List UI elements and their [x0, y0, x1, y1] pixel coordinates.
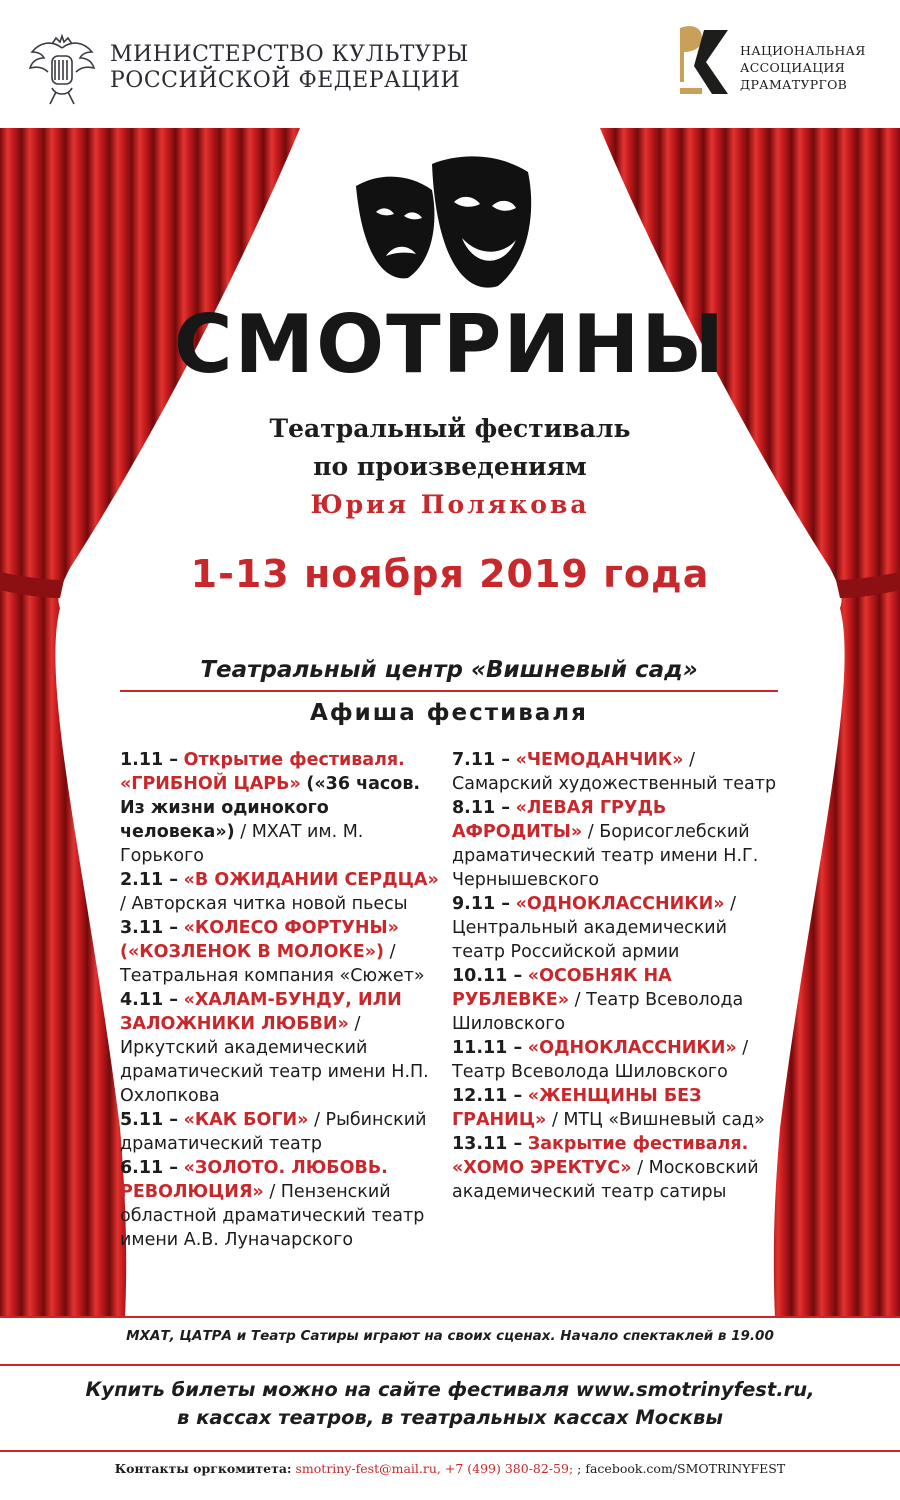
event-date: 11.11 – [452, 1038, 523, 1058]
performance-note: МХАТ, ЦАТРА и Театр Сатиры играют на своих сценах. Начало спектаклей в 19.00 [126, 1328, 774, 1344]
event-date: 10.11 – [452, 966, 523, 986]
ticket-info [0, 1376, 900, 1432]
event-date: 1.11 – [120, 750, 179, 770]
ticket-info-line-2: в кассах театров, в театральных кассах Москвы [177, 1406, 723, 1429]
association-name [740, 42, 866, 93]
event-theatre: / Рыбинский драматический театр [120, 1110, 427, 1154]
contacts-label: Контакты оргкомитета: [114, 1461, 292, 1476]
footer-divider [0, 1364, 900, 1366]
schedule-item [452, 964, 782, 1036]
ministry-emblem-icon [22, 30, 102, 110]
event-date: 2.11 – [120, 870, 179, 890]
contacts-email-phone[interactable]: smotriny-fest@mail.ru, +7 (499) 380-82-59; [295, 1461, 574, 1476]
footer-divider [0, 1450, 900, 1452]
organizer-contacts [0, 1461, 900, 1476]
event-date: 7.11 – [452, 750, 511, 770]
schedule-left-column [120, 748, 442, 1252]
ticket-info-line-1: Купить билеты можно на сайте фестиваля www.smotrinyfest.ru, [85, 1378, 815, 1401]
event-date: 8.11 – [452, 798, 511, 818]
ministry-line-1: МИНИСТЕРСТВО КУЛЬТУРЫ [110, 42, 469, 67]
schedule-item [452, 796, 782, 892]
event-title: «ЖЕНЩИНЫ БЕЗ ГРАНИЦ» [452, 1086, 702, 1130]
event-date: 9.11 – [452, 894, 511, 914]
festival-subtitle [170, 410, 730, 524]
event-date: 12.11 – [452, 1086, 523, 1106]
event-theatre: / МХАТ им. М. Горького [120, 822, 364, 866]
event-title: «КОЛЕСО ФОРТУНЫ» («КОЗЛЕНОК В МОЛОКЕ») [120, 918, 399, 962]
association-line-1: НАЦИОНАЛЬНАЯ [740, 43, 866, 58]
schedule-item [452, 748, 782, 796]
contacts-facebook[interactable]: ; facebook.com/SMOTRINYFEST [577, 1461, 786, 1476]
event-theatre: / Театр Всеволода Шиловского [452, 990, 744, 1034]
venue-name: Театральный центр «Вишневый сад» [200, 657, 698, 683]
ministry-name [110, 42, 469, 94]
event-theatre: / Центральный академический театр Российской армии [452, 894, 736, 962]
schedule-item [452, 1084, 782, 1132]
event-date: 6.11 – [120, 1158, 179, 1178]
event-theatre: / Борисоглебский драматический театр имени Н.Г. Чернышевского [452, 822, 759, 890]
schedule-item [120, 916, 442, 988]
ministry-line-2: РОССИЙСКОЙ ФЕДЕРАЦИИ [110, 68, 461, 93]
event-title: «КАК БОГИ» [183, 1110, 309, 1130]
event-date: 4.11 – [120, 990, 179, 1010]
schedule-item [120, 1108, 442, 1156]
festival-dates: 1-13 ноября 2019 года [190, 552, 710, 596]
association-line-2: АССОЦИАЦИЯ [740, 60, 846, 75]
event-title: Открытие фестиваля. «ГРИБНОЙ ЦАРЬ» [120, 750, 405, 794]
schedule-item [120, 868, 442, 916]
association-logo-icon [676, 22, 732, 100]
association-line-3: ДРАМАТУРГОВ [740, 77, 848, 92]
event-date: 3.11 – [120, 918, 179, 938]
event-theatre: / Самарский художественный театр [452, 750, 777, 794]
event-theatre: / Московский академический театр сатиры [452, 1158, 759, 1202]
event-subtitle: («36 часов. Из жизни одинокого человека») [120, 774, 421, 842]
event-theatre: / Авторская читка новой пьесы [120, 894, 408, 914]
event-theatre: / Иркутский академический драматический театр имени Н.П. Охлопкова [120, 1014, 429, 1106]
schedule-right-column [452, 748, 782, 1204]
event-title: «ОДНОКЛАССНИКИ» [527, 1038, 737, 1058]
event-title: «ЗОЛОТО. ЛЮБОВЬ. РЕВОЛЮЦИЯ» [120, 1158, 388, 1202]
schedule-item [452, 1036, 782, 1084]
event-date: 5.11 – [120, 1110, 179, 1130]
event-theatre: / Театр Всеволода Шиловского [452, 1038, 749, 1082]
event-theatre: / МТЦ «Вишневый сад» [551, 1110, 765, 1130]
event-title: «ЧЕМОДАНЧИК» [515, 750, 684, 770]
schedule-item [120, 988, 442, 1108]
event-theatre: / Пензенский областной драматический театр имени А.В. Луначарского [120, 1182, 425, 1250]
theatre-masks-icon [350, 150, 550, 300]
venue-divider [120, 690, 778, 692]
event-date: 13.11 – [452, 1134, 523, 1154]
event-theatre: / Театральная компания «Сюжет» [120, 942, 425, 986]
schedule-item [120, 1156, 442, 1252]
program-heading: Афиша фестиваля [310, 700, 588, 726]
subtitle-line-2: по произведениям [313, 452, 587, 481]
event-title: «ХАЛАМ-БУНДУ, ИЛИ ЗАЛОЖНИКИ ЛЮБВИ» [120, 990, 402, 1034]
event-title: Закрытие фестиваля. «ХОМО ЭРЕКТУС» [452, 1134, 749, 1178]
event-title: «В ОЖИДАНИИ СЕРДЦА» [183, 870, 439, 890]
subtitle-line-1: Театральный фестиваль [269, 414, 631, 443]
schedule-item [120, 748, 442, 868]
event-title: «ОДНОКЛАССНИКИ» [515, 894, 725, 914]
author-name: Юрия Полякова [310, 490, 590, 519]
festival-title: СМОТРИНЫ [173, 298, 727, 391]
schedule-item [452, 1132, 782, 1204]
footer-divider [0, 1316, 900, 1318]
event-title: «ЛЕВАЯ ГРУДЬ АФРОДИТЫ» [452, 798, 667, 842]
event-title: «ОСОБНЯК НА РУБЛЕВКЕ» [452, 966, 672, 1010]
schedule-item [452, 892, 782, 964]
